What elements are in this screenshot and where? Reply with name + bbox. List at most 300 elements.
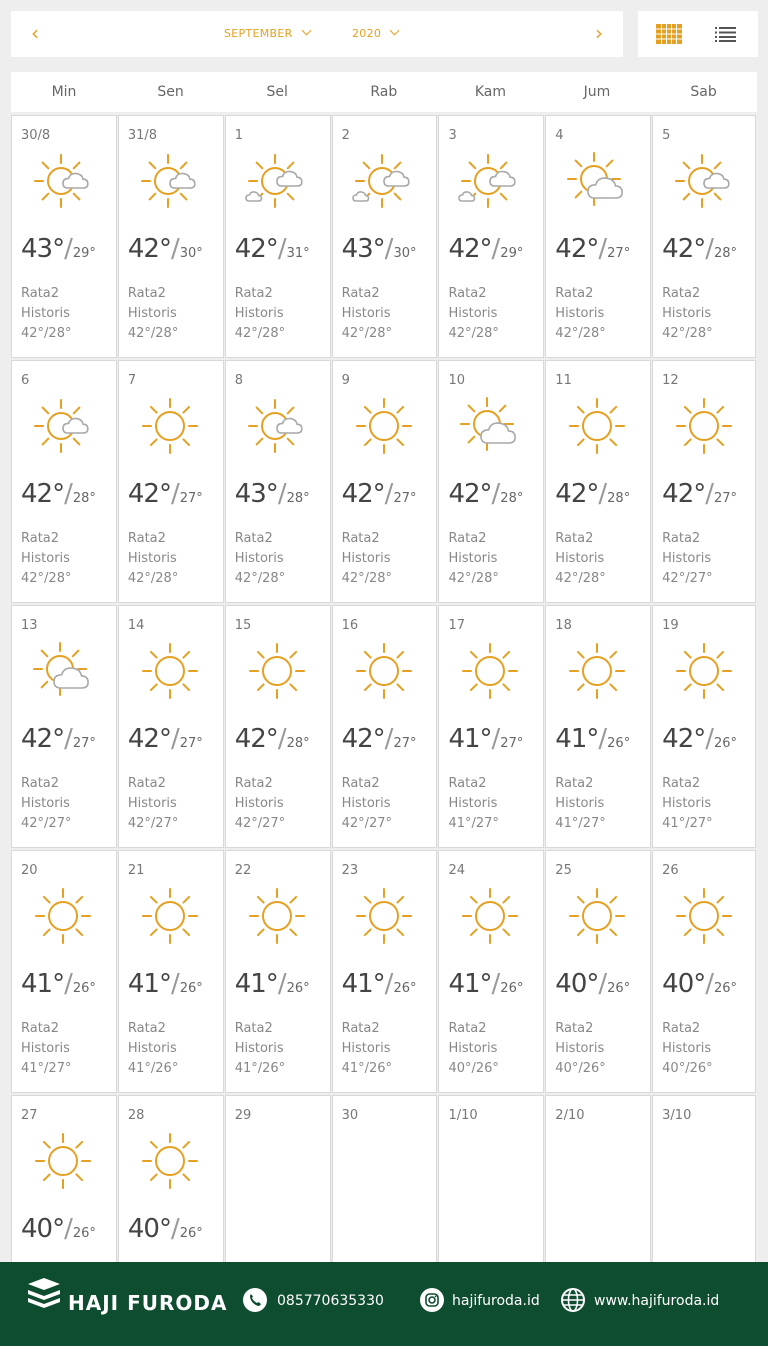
temperature xyxy=(128,969,203,999)
day-cell[interactable] xyxy=(438,360,544,603)
low-temp: 26° xyxy=(607,736,631,751)
temperature xyxy=(555,479,630,509)
sun-cloud-icon xyxy=(137,148,203,214)
low-temp: 26° xyxy=(72,981,96,996)
day-cell[interactable] xyxy=(438,115,544,358)
avg-label: Rata2 xyxy=(21,1021,60,1036)
sun-icon xyxy=(351,393,417,459)
low-temp: 26° xyxy=(714,981,738,996)
historical-average xyxy=(555,774,605,834)
avg-label: Rata2 xyxy=(341,1021,380,1036)
low-temp: 27° xyxy=(393,491,417,506)
high-temp: 41° xyxy=(448,969,492,999)
high-temp: 42° xyxy=(448,234,492,264)
historical-label: Historis xyxy=(341,1041,391,1056)
prev-month-button[interactable]: ‹ xyxy=(31,21,39,45)
historical-label: Historis xyxy=(21,1041,70,1056)
temperature xyxy=(235,234,310,264)
historical-temp: 41°/26° xyxy=(127,1061,179,1076)
avg-label: Rata2 xyxy=(448,1021,487,1036)
temperature xyxy=(342,724,417,754)
temp-divider: / xyxy=(598,479,608,509)
sun-icon xyxy=(564,883,630,949)
avg-label: Rata2 xyxy=(234,776,273,791)
low-temp: 27° xyxy=(179,491,203,506)
cloud-sun-icon xyxy=(457,393,523,459)
temp-divider: / xyxy=(64,234,73,264)
low-temp: 28° xyxy=(286,736,310,751)
historical-average xyxy=(342,284,392,344)
historical-label: Historis xyxy=(341,306,391,321)
avg-label: Rata2 xyxy=(21,286,60,301)
day-cell[interactable] xyxy=(545,360,651,603)
temp-divider: / xyxy=(170,1214,180,1244)
historical-average xyxy=(128,1019,178,1079)
sun-icon xyxy=(30,1128,96,1194)
week-row xyxy=(11,604,757,849)
day-cell[interactable] xyxy=(11,360,117,603)
low-temp: 28° xyxy=(500,491,524,506)
high-temp: 42° xyxy=(555,479,599,509)
high-temp: 43° xyxy=(234,479,278,509)
temp-divider: / xyxy=(491,234,501,264)
footer-bar xyxy=(0,1262,768,1346)
avg-label: Rata2 xyxy=(662,286,701,301)
day-date: 31/8 xyxy=(127,128,158,143)
day-date: 13 xyxy=(21,618,38,633)
high-temp: 41° xyxy=(555,724,599,754)
day-cell[interactable] xyxy=(545,115,651,358)
historical-temp: 41°/27° xyxy=(21,1061,72,1076)
day-cell[interactable] xyxy=(332,605,438,848)
temperature xyxy=(662,234,737,264)
historical-temp: 42°/28° xyxy=(341,326,393,341)
day-date: 29 xyxy=(234,1108,252,1123)
day-cell[interactable] xyxy=(118,850,224,1093)
low-temp: 29° xyxy=(500,246,524,261)
phone-icon xyxy=(243,1288,267,1312)
historical-temp: 42°/27° xyxy=(234,816,286,831)
temperature xyxy=(555,724,630,754)
historical-label: Historis xyxy=(234,306,284,321)
week-row xyxy=(11,359,757,604)
week-row xyxy=(11,114,757,359)
chevron-down-icon xyxy=(301,26,311,36)
day-date: 7 xyxy=(127,373,137,388)
haji-furoda-logo-icon xyxy=(24,1276,64,1314)
historical-label: Historis xyxy=(448,796,498,811)
avg-label: Rata2 xyxy=(127,1021,166,1036)
instagram-handle[interactable]: hajifuroda.id xyxy=(452,1293,540,1309)
avg-label: Rata2 xyxy=(21,531,60,546)
high-temp: 42° xyxy=(21,479,65,509)
calendar-grid-icon[interactable] xyxy=(656,24,682,44)
high-temp: 42° xyxy=(341,479,385,509)
low-temp: 26° xyxy=(714,736,738,751)
brand-name: HAJI FURODA xyxy=(68,1291,228,1315)
temp-divider: / xyxy=(170,724,180,754)
high-temp: 43° xyxy=(341,234,385,264)
day-cell[interactable] xyxy=(332,360,438,603)
day-date: 3 xyxy=(448,128,457,143)
weekday-label: Jum xyxy=(583,84,611,100)
historical-temp: 42°/28° xyxy=(21,571,72,586)
high-temp: 41° xyxy=(127,969,171,999)
cloud-sun-icon xyxy=(30,638,96,704)
temp-divider: / xyxy=(491,969,501,999)
historical-label: Historis xyxy=(448,1041,498,1056)
day-cell[interactable] xyxy=(652,850,756,1093)
temp-divider: / xyxy=(170,969,180,999)
temp-divider: / xyxy=(64,724,73,754)
day-date: 19 xyxy=(662,618,679,633)
temperature xyxy=(342,234,417,264)
sun-icon xyxy=(244,883,310,949)
day-cell[interactable] xyxy=(225,360,331,603)
historical-label: Historis xyxy=(341,796,391,811)
low-temp: 26° xyxy=(286,981,310,996)
historical-temp: 42°/28° xyxy=(448,571,499,586)
historical-temp: 42°/28° xyxy=(448,326,499,341)
sun-icon xyxy=(137,1128,203,1194)
historical-label: Historis xyxy=(555,796,605,811)
historical-average xyxy=(448,529,498,589)
temp-divider: / xyxy=(384,479,394,509)
high-temp: 42° xyxy=(448,479,492,509)
low-temp: 27° xyxy=(714,491,738,506)
historical-average xyxy=(128,284,178,344)
day-date: 11 xyxy=(555,373,572,388)
historical-temp: 42°/28° xyxy=(234,326,286,341)
low-temp: 28° xyxy=(72,491,96,506)
avg-label: Rata2 xyxy=(555,531,594,546)
day-date: 17 xyxy=(448,618,465,633)
high-temp: 42° xyxy=(234,234,278,264)
low-temp: 27° xyxy=(607,246,631,261)
temperature xyxy=(21,479,96,509)
sun-icon xyxy=(671,883,737,949)
day-date: 4 xyxy=(555,128,564,143)
high-temp: 42° xyxy=(21,724,65,754)
temp-divider: / xyxy=(705,234,715,264)
day-date: 6 xyxy=(21,373,30,388)
day-date: 20 xyxy=(21,863,38,878)
historical-temp: 42°/28° xyxy=(341,571,393,586)
day-date: 16 xyxy=(341,618,359,633)
historical-temp: 42°/28° xyxy=(234,571,286,586)
day-cell[interactable] xyxy=(118,115,224,358)
year-select[interactable] xyxy=(352,27,398,40)
day-cell[interactable] xyxy=(225,115,331,358)
avg-label: Rata2 xyxy=(662,1021,701,1036)
low-temp: 30° xyxy=(179,246,203,261)
historical-average xyxy=(448,774,498,834)
historical-label: Historis xyxy=(341,551,391,566)
sun-icon xyxy=(457,638,523,704)
temperature xyxy=(662,479,737,509)
year-label: 2020 xyxy=(352,27,382,40)
temp-divider: / xyxy=(598,969,608,999)
day-cell[interactable] xyxy=(438,850,544,1093)
historical-temp: 41°/26° xyxy=(234,1061,286,1076)
sun-icon xyxy=(564,393,630,459)
historical-average xyxy=(342,774,392,834)
day-date: 21 xyxy=(127,863,145,878)
historical-label: Historis xyxy=(555,306,605,321)
avg-label: Rata2 xyxy=(555,1021,594,1036)
historical-average xyxy=(662,284,712,344)
day-date: 24 xyxy=(448,863,465,878)
sun-cloud-icon xyxy=(244,393,310,459)
historical-label: Historis xyxy=(127,306,177,321)
temp-divider: / xyxy=(705,479,715,509)
high-temp: 42° xyxy=(662,234,706,264)
website-link[interactable]: www.hajifuroda.id xyxy=(594,1293,720,1309)
day-cell[interactable] xyxy=(11,850,117,1093)
day-date: 12 xyxy=(662,373,679,388)
low-temp: 26° xyxy=(72,1226,96,1241)
temp-divider: / xyxy=(277,969,287,999)
historical-average xyxy=(235,284,285,344)
temperature xyxy=(555,234,630,264)
day-date: 9 xyxy=(341,373,350,388)
high-temp: 42° xyxy=(127,724,171,754)
phone-number[interactable]: 085770635330 xyxy=(277,1293,384,1309)
day-cell[interactable] xyxy=(652,360,756,603)
temperature xyxy=(448,234,523,264)
historical-label: Historis xyxy=(127,551,177,566)
day-cell[interactable] xyxy=(438,605,544,848)
historical-average xyxy=(342,529,392,589)
avg-label: Rata2 xyxy=(662,531,701,546)
avg-label: Rata2 xyxy=(555,286,594,301)
low-temp: 29° xyxy=(72,246,96,261)
next-month-button[interactable]: › xyxy=(595,21,603,45)
sun-icon xyxy=(671,638,737,704)
day-date: 5 xyxy=(662,128,671,143)
historical-temp: 40°/26° xyxy=(555,1061,606,1076)
day-cell[interactable] xyxy=(225,605,331,848)
weekday-label: Sel xyxy=(266,84,288,100)
historical-temp: 41°/27° xyxy=(448,816,499,831)
historical-label: Historis xyxy=(21,551,70,566)
historical-label: Historis xyxy=(448,306,498,321)
day-date: 28 xyxy=(127,1108,145,1123)
historical-average xyxy=(662,774,712,834)
temperature xyxy=(342,479,417,509)
temperature xyxy=(235,969,310,999)
historical-temp: 42°/28° xyxy=(662,326,713,341)
historical-temp: 40°/26° xyxy=(662,1061,713,1076)
day-cell[interactable] xyxy=(545,850,651,1093)
temperature xyxy=(128,234,203,264)
day-date: 27 xyxy=(21,1108,38,1123)
temp-divider: / xyxy=(384,234,394,264)
historical-temp: 41°/27° xyxy=(662,816,713,831)
list-view-icon[interactable] xyxy=(715,26,736,42)
historical-average xyxy=(555,529,605,589)
high-temp: 41° xyxy=(448,724,492,754)
calendar-grid xyxy=(11,114,757,1339)
cloud-sun-icon xyxy=(564,148,630,214)
historical-average xyxy=(128,774,178,834)
sun-icon xyxy=(457,883,523,949)
avg-label: Rata2 xyxy=(448,776,487,791)
day-date: 26 xyxy=(662,863,679,878)
avg-label: Rata2 xyxy=(127,776,166,791)
sun-clouds-icon xyxy=(244,148,310,214)
day-cell[interactable] xyxy=(118,605,224,848)
historical-average xyxy=(235,774,285,834)
historical-temp: 42°/27° xyxy=(127,816,179,831)
temp-divider: / xyxy=(491,479,501,509)
avg-label: Rata2 xyxy=(662,776,701,791)
day-cell[interactable] xyxy=(652,115,756,358)
historical-temp: 41°/27° xyxy=(555,816,606,831)
sun-icon xyxy=(671,393,737,459)
high-temp: 40° xyxy=(127,1214,171,1244)
historical-label: Historis xyxy=(127,1041,177,1056)
day-cell[interactable] xyxy=(118,360,224,603)
low-temp: 27° xyxy=(500,736,524,751)
avg-label: Rata2 xyxy=(21,776,60,791)
temp-divider: / xyxy=(705,969,715,999)
avg-label: Rata2 xyxy=(127,531,166,546)
historical-temp: 42°/28° xyxy=(127,571,179,586)
historical-label: Historis xyxy=(662,551,712,566)
low-temp: 30° xyxy=(393,246,417,261)
day-date: 1 xyxy=(234,128,243,143)
avg-label: Rata2 xyxy=(555,776,594,791)
low-temp: 26° xyxy=(179,1226,203,1241)
historical-label: Historis xyxy=(234,796,284,811)
historical-average xyxy=(448,1019,498,1079)
high-temp: 40° xyxy=(21,1214,65,1244)
month-select[interactable] xyxy=(224,27,310,40)
temp-divider: / xyxy=(491,724,501,754)
day-date: 10 xyxy=(448,373,465,388)
historical-temp: 41°/26° xyxy=(341,1061,393,1076)
avg-label: Rata2 xyxy=(127,286,166,301)
sun-icon xyxy=(351,883,417,949)
low-temp: 28° xyxy=(607,491,631,506)
day-cell[interactable] xyxy=(11,115,117,358)
sun-clouds-icon xyxy=(351,148,417,214)
day-date: 14 xyxy=(127,618,145,633)
month-label: SEPTEMBER xyxy=(224,27,293,40)
avg-label: Rata2 xyxy=(341,776,380,791)
temperature xyxy=(21,1214,96,1244)
day-cell[interactable] xyxy=(332,850,438,1093)
avg-label: Rata2 xyxy=(448,531,487,546)
temp-divider: / xyxy=(277,479,287,509)
day-date: 25 xyxy=(555,863,572,878)
temperature xyxy=(235,724,310,754)
temperature xyxy=(128,724,203,754)
sun-cloud-icon xyxy=(30,393,96,459)
sun-icon xyxy=(137,638,203,704)
historical-label: Historis xyxy=(21,306,70,321)
temperature xyxy=(662,969,737,999)
low-temp: 28° xyxy=(286,491,310,506)
sun-icon xyxy=(564,638,630,704)
chevron-down-icon xyxy=(390,26,400,36)
temperature xyxy=(555,969,630,999)
day-cell[interactable] xyxy=(545,605,651,848)
historical-label: Historis xyxy=(662,796,712,811)
high-temp: 41° xyxy=(21,969,65,999)
historical-average xyxy=(21,284,71,344)
historical-average xyxy=(128,529,178,589)
weekday-label: Min xyxy=(51,84,77,100)
weekday-label: Sab xyxy=(690,84,717,100)
weekday-label: Kam xyxy=(474,84,506,100)
week-row xyxy=(11,849,757,1094)
sun-icon xyxy=(137,393,203,459)
instagram-icon xyxy=(420,1288,444,1312)
day-date: 8 xyxy=(234,373,243,388)
high-temp: 42° xyxy=(127,479,171,509)
day-cell[interactable] xyxy=(11,605,117,848)
low-temp: 26° xyxy=(607,981,631,996)
avg-label: Rata2 xyxy=(341,286,380,301)
temperature xyxy=(342,969,417,999)
day-date: 15 xyxy=(234,618,252,633)
day-date: 3/10 xyxy=(662,1108,692,1123)
temperature xyxy=(128,479,203,509)
avg-label: Rata2 xyxy=(341,531,380,546)
avg-label: Rata2 xyxy=(234,286,273,301)
day-cell[interactable] xyxy=(332,115,438,358)
temperature xyxy=(448,724,523,754)
historical-temp: 42°/27° xyxy=(21,816,72,831)
low-temp: 27° xyxy=(72,736,96,751)
historical-temp: 42°/28° xyxy=(555,571,606,586)
historical-average xyxy=(555,1019,605,1079)
high-temp: 40° xyxy=(662,969,706,999)
weekday-header xyxy=(11,72,757,112)
historical-temp: 42°/27° xyxy=(341,816,393,831)
low-temp: 27° xyxy=(179,736,203,751)
day-cell[interactable] xyxy=(652,605,756,848)
high-temp: 41° xyxy=(234,969,278,999)
temp-divider: / xyxy=(598,724,608,754)
temp-divider: / xyxy=(64,1214,73,1244)
low-temp: 27° xyxy=(393,736,417,751)
sun-icon xyxy=(137,883,203,949)
day-cell[interactable] xyxy=(225,850,331,1093)
temp-divider: / xyxy=(64,479,73,509)
high-temp: 42° xyxy=(662,724,706,754)
month-navigator xyxy=(11,11,623,57)
temperature xyxy=(21,969,96,999)
weekday-label: Sen xyxy=(157,84,184,100)
low-temp: 26° xyxy=(500,981,524,996)
day-date: 23 xyxy=(341,863,359,878)
sun-cloud-icon xyxy=(671,148,737,214)
historical-average xyxy=(662,529,712,589)
temperature xyxy=(128,1214,203,1244)
temperature xyxy=(235,479,310,509)
low-temp: 28° xyxy=(714,246,738,261)
temp-divider: / xyxy=(598,234,608,264)
historical-label: Historis xyxy=(127,796,177,811)
historical-average xyxy=(21,774,71,834)
temp-divider: / xyxy=(170,479,180,509)
sun-icon xyxy=(244,638,310,704)
historical-average xyxy=(235,529,285,589)
high-temp: 42° xyxy=(662,479,706,509)
